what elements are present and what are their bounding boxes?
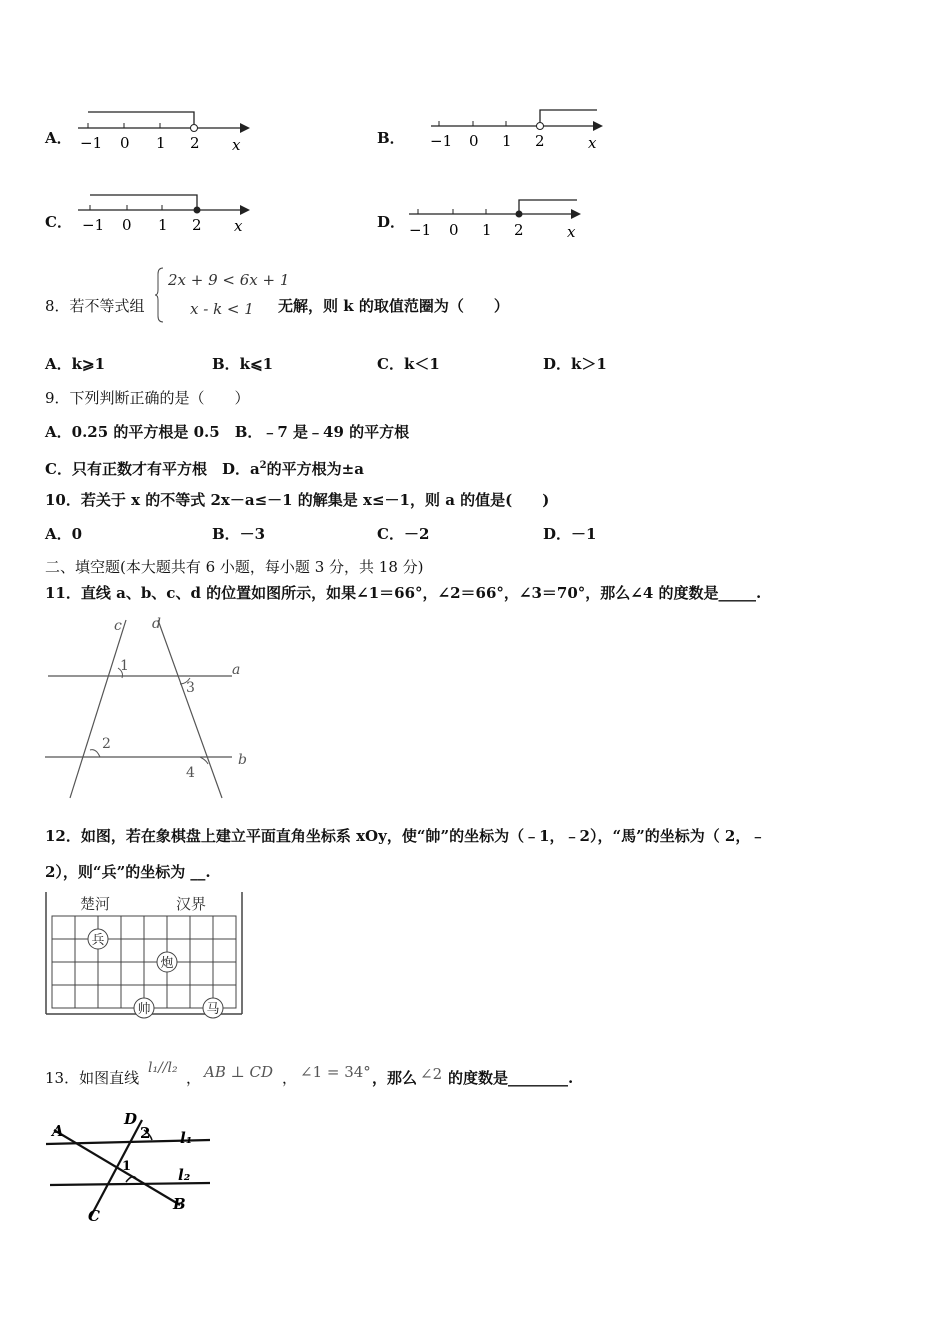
label-a: a	[232, 662, 241, 678]
tick-label: −1	[430, 132, 453, 150]
axis-var: x	[234, 217, 243, 235]
tick-label: 2	[192, 216, 202, 234]
q9-line2-b: 的平方根为±a	[266, 460, 364, 478]
tick-label: 2	[514, 221, 524, 239]
angle-4: 4	[186, 765, 195, 781]
q8-inequality-1: 2x + 9 < 6x + 1	[168, 271, 290, 289]
axis-var: x	[232, 136, 241, 154]
piece-pao: 炮	[160, 956, 174, 971]
tick-label: 1	[156, 134, 166, 152]
point-a: A	[52, 1122, 64, 1140]
option-b-label: B．	[377, 129, 405, 147]
point-b: B	[173, 1195, 186, 1213]
point-c: C	[88, 1207, 100, 1225]
option-a-label: A．	[45, 129, 72, 147]
numberline-a	[72, 100, 262, 160]
chessboard-figure	[44, 890, 248, 1025]
river-label-right: 汉界	[176, 895, 207, 913]
q13-parallel: l₁//l₂	[148, 1060, 178, 1076]
q13-angle2: ∠2	[420, 1065, 443, 1083]
q13-comma2: ，	[282, 1069, 298, 1087]
q12-stem-line1: 12．如图，若在象棋盘上建立平面直角坐标系 xOy，使“帥”的坐标为（﹣1，﹣2），“馬”的坐标为（ 2，﹣	[45, 827, 766, 845]
tick-label: 0	[122, 216, 132, 234]
q8-option-c: C．k＜1	[377, 355, 440, 373]
tick-label: 0	[449, 221, 459, 239]
label-b: b	[238, 752, 247, 768]
point-d: D	[124, 1110, 138, 1128]
tick-label: −1	[82, 216, 105, 234]
tick-label: 2	[535, 132, 545, 150]
q9-options-line2	[45, 456, 364, 479]
q10-option-a: A．0	[45, 525, 83, 543]
q13-angle1: ∠1 = 34°	[300, 1063, 371, 1081]
q9-stem: 9．下列判断正确的是（ ）	[45, 389, 250, 407]
q9-line2-a: C．只有正数才有平方根 D．a	[45, 460, 260, 478]
q9-line2-sup: 2	[259, 460, 267, 471]
numberline-b	[425, 100, 615, 160]
tick-label: 1	[158, 216, 168, 234]
q12-stem-line2: 2），则“兵”的坐标为 __.	[45, 863, 211, 881]
q9-options-line1: A．0.25 的平方根是 0.5 B．﹣7 是﹣49 的平方根	[45, 423, 410, 441]
river-label-left: 楚河	[80, 895, 111, 913]
angle-2-label: 2	[140, 1124, 151, 1142]
q13-suffix: 的度数是________.	[448, 1069, 574, 1087]
tick-label: 0	[120, 134, 130, 152]
q8-suffix: 无解，则 k 的取值范圈为（ ）	[278, 297, 509, 315]
q8-option-b: B．k⩽1	[212, 355, 274, 373]
tick-label: 2	[190, 134, 200, 152]
option-c-label: C．	[45, 213, 72, 231]
q13-comma1: ，	[186, 1069, 202, 1087]
numberline-c	[72, 183, 262, 243]
angle-2: 2	[102, 736, 111, 752]
q10-option-d: D．－1	[543, 525, 597, 543]
q8-option-d: D．k＞1	[543, 355, 607, 373]
q8-inequality-2: x - k < 1	[190, 300, 254, 318]
label-d: d	[152, 616, 161, 632]
q8-option-a: A．k⩾1	[45, 355, 106, 373]
tick-label: 0	[469, 132, 479, 150]
option-d-label: D．	[377, 213, 406, 231]
q11-figure	[40, 610, 260, 805]
angle-3: 3	[186, 680, 195, 696]
q13-figure	[40, 1108, 210, 1228]
angle-1: 1	[120, 658, 129, 674]
q13-perp: AB ⊥ CD	[204, 1063, 274, 1081]
line-l2: l₂	[178, 1166, 191, 1184]
line-l1: l₁	[180, 1129, 193, 1147]
section-title: 二、填空题(本大题共有 6 小题，每小题 3 分，共 18 分)	[45, 558, 424, 576]
label-c: c	[114, 618, 122, 634]
piece-ma: 马	[206, 1002, 220, 1017]
q10-option-c: C．－2	[377, 525, 430, 543]
q8-prefix: 8．若不等式组	[45, 297, 145, 315]
axis-var: x	[567, 223, 576, 241]
piece-bing: 兵	[91, 933, 105, 948]
q13-mid: ，那么	[372, 1069, 418, 1087]
axis-var: x	[588, 134, 597, 152]
q10-option-b: B．－3	[212, 525, 266, 543]
angle-1-label: 1	[122, 1159, 132, 1174]
q11-stem: 11．直线 a、b、c、d 的位置如图所示，如果∠1＝66°，∠2＝66°，∠3＝70°，那么∠4 的度数是_____.	[45, 584, 762, 602]
tick-label: −1	[409, 221, 432, 239]
tick-label: −1	[80, 134, 103, 152]
q10-stem: 10．若关于 x 的不等式 2x－a≤－1 的解集是 x≤－1，则 a 的值是( )	[45, 491, 550, 509]
q8-system-brace	[155, 266, 165, 324]
q13-prefix: 13．如图直线	[45, 1069, 140, 1087]
tick-label: 1	[502, 132, 512, 150]
piece-shuai: 帅	[137, 1002, 151, 1017]
numberline-d	[403, 190, 593, 250]
tick-label: 1	[482, 221, 492, 239]
